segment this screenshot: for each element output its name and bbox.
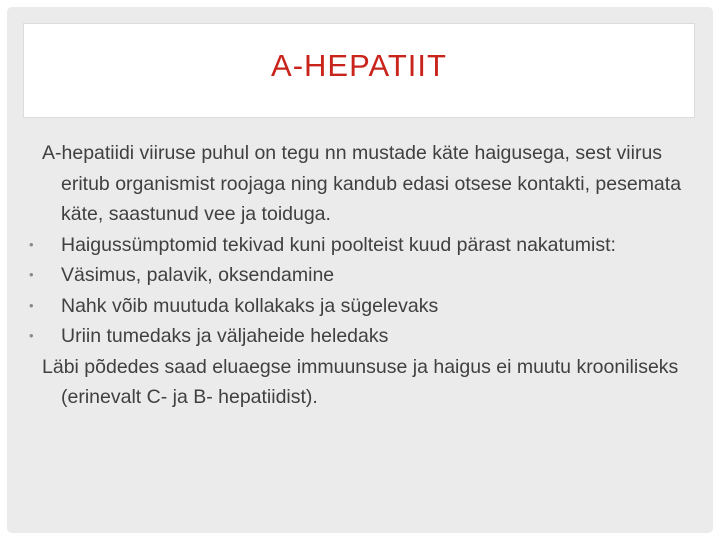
slide-body [29,138,682,413]
bullet-item [29,291,682,322]
title-placeholder [23,23,695,118]
bullet-item [29,230,682,261]
bullet-icon: • [29,328,34,343]
bullet-icon: • [29,267,34,282]
paragraph-intro: A-hepatiidi viiruse puhul on tegu nn mustade käte haigusega, sest viirus eritub organismist roojaga ning kandub edasi otsese kontakti, pesemata käte, saastunud vee ja toiduga. [42,142,682,225]
paragraph-conclusion: Läbi põdedes saad eluaegse immuunsuse ja haigus ei muutu krooniliseks (erinevalt C- ja B- hepatiidist). [42,355,679,408]
bullet-icon: • [29,236,34,252]
bullet-text: Haigussümptomid tekivad kuni poolteist kuud pärast nakatumist: [61,233,616,256]
bullet-text: Uriin tumedaks ja väljaheide heledaks [61,325,389,347]
slide-title: A-HEPATIIT [271,48,447,83]
bullet-item [29,321,682,352]
bullet-text: Nahk võib muutuda kollakaks ja sügelevaks [61,294,439,317]
bullet-item [29,260,682,291]
bullet-text: Väsimus, palavik, oksendamine [61,264,335,286]
bullet-icon: • [29,297,34,313]
